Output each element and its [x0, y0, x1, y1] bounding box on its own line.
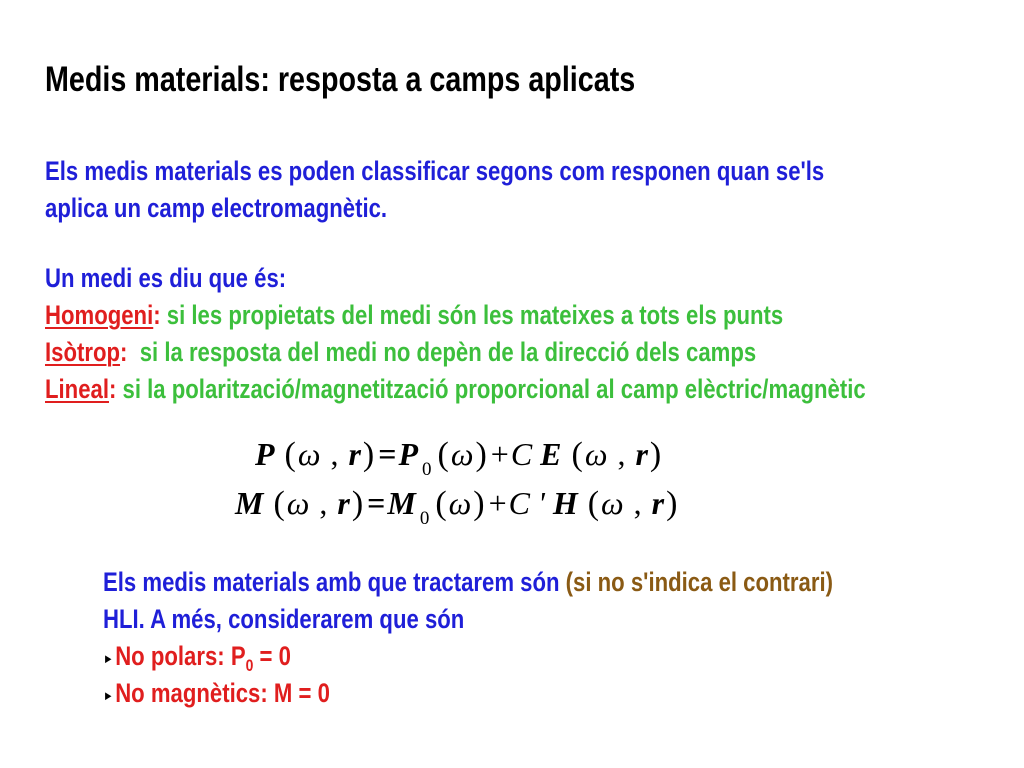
definition-text: si les propietats del medi són les mateixes a tots els punts [160, 300, 784, 330]
definition-heading: Un medi es diu que és: [45, 263, 287, 293]
triangle-bullet-icon: ► [103, 651, 114, 666]
definition-homogeni: Homogeni: si les propietats del medi són les mateixes a tots els punts [45, 300, 784, 330]
definition-lineal: Lineal: si la polarització/magnetització proporcional al camp elèctric/magnètic [45, 374, 866, 404]
term-isotrop: Isòtrop [45, 337, 121, 367]
equation-polarization: P (ω , r) =P $_0$ (ω) +C E (ω , r) [255, 436, 662, 480]
page-title [45, 60, 765, 100]
list-item-no-magnetics: ►No magnètics: M = 0 [103, 677, 380, 712]
list-item-no-polars: ►No polars: $P_0 = 0$ [103, 641, 291, 675]
term-lineal: Lineal [45, 374, 109, 404]
title-text: Medis materials: resposta a camps aplicats [45, 60, 636, 99]
definition-isotrop: Isòtrop: si la resposta del medi no depèn de la direcció dels camps [45, 337, 757, 367]
conclusion-line-2: HLI. A més, considerarem que són [103, 604, 465, 634]
equation-magnetization: M (ω , r) =M $_0$ (ω) +C ' H (ω , r) [235, 485, 678, 529]
triangle-bullet-icon: ► [103, 688, 114, 703]
term-homogeni: Homogeni [45, 300, 154, 330]
intro-line-2: aplica un camp electromagnètic. [45, 193, 388, 223]
parenthetical-note: (si no s'indica el contrari) [565, 567, 833, 597]
conclusion-line-1: Els medis materials amb que tractarem són (si no s'indica el contrari) [103, 567, 833, 597]
definition-text: si la polarització/magnetització proporcional al camp elèctric/magnètic [116, 374, 866, 404]
definition-text: si la resposta del medi no depèn de la direcció dels camps [127, 337, 757, 367]
intro-line-1: Els medis materials es poden classificar segons com responen quan se'ls [45, 156, 825, 186]
